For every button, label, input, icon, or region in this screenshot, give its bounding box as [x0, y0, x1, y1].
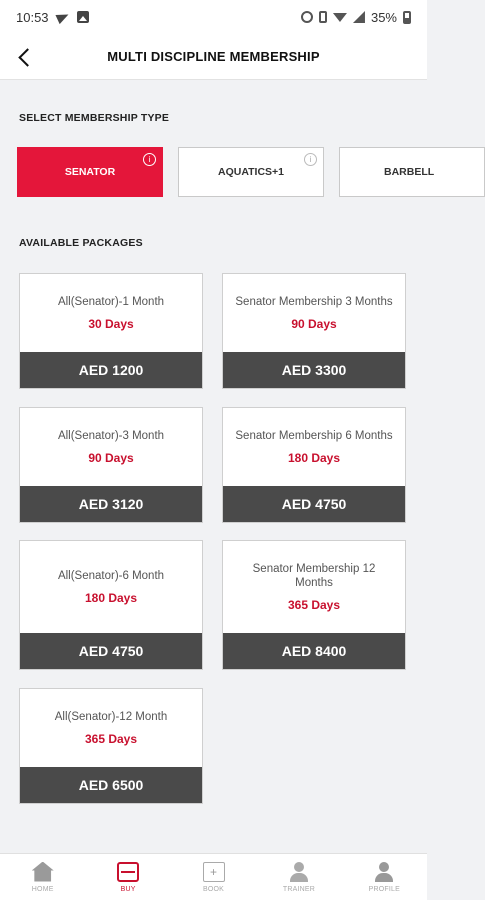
tab-barbell[interactable]	[339, 147, 485, 197]
wifi-icon	[333, 12, 347, 22]
signal-icon	[353, 11, 365, 23]
package-card[interactable]	[222, 407, 406, 523]
profile-icon	[373, 862, 395, 882]
package-duration: 365 Days	[84, 732, 138, 746]
package-card[interactable]	[222, 273, 406, 389]
package-card[interactable]	[19, 540, 203, 670]
package-name: All(Senator)-12 Month	[54, 711, 168, 723]
package-price: AED 4750	[20, 633, 202, 669]
package-duration: 30 Days	[88, 317, 134, 331]
calendar-icon	[203, 862, 225, 882]
package-duration: 90 Days	[291, 317, 337, 331]
trainer-icon	[288, 862, 310, 882]
membership-type-label: SELECT MEMBERSHIP TYPE	[19, 112, 170, 124]
nav-label: BUY	[120, 885, 136, 893]
battery-percent: 35%	[370, 9, 397, 25]
package-duration: 180 Days	[287, 451, 341, 465]
package-price: AED 8400	[223, 633, 405, 669]
nav-label: BOOK	[203, 885, 225, 893]
package-price: AED 1200	[20, 352, 202, 388]
nav-trainer[interactable]	[256, 854, 341, 900]
nav-label: PROFILE	[368, 885, 400, 893]
page-title: MULTI DISCIPLINE MEMBERSHIP	[107, 49, 320, 64]
status-time: 10:53	[16, 9, 49, 25]
app-header	[0, 34, 427, 80]
package-card[interactable]	[19, 407, 203, 523]
alarm-icon	[301, 11, 313, 23]
package-name: Senator Membership 3 Months	[235, 296, 393, 308]
package-name: All(Senator)-6 Month	[57, 570, 165, 582]
package-card[interactable]	[222, 540, 406, 670]
package-card[interactable]	[19, 688, 203, 804]
nav-book[interactable]	[171, 854, 256, 900]
package-duration: 365 Days	[287, 598, 341, 612]
package-duration: 90 Days	[88, 451, 134, 465]
package-name: Senator Membership 12 Months	[252, 563, 376, 589]
package-price: AED 4750	[223, 486, 405, 522]
available-packages-label: AVAILABLE PACKAGES	[19, 237, 143, 249]
gallery-icon	[77, 11, 89, 23]
package-duration: 180 Days	[84, 591, 138, 605]
nav-label: TRAINER	[282, 885, 315, 893]
tab-label: BARBELL	[384, 166, 435, 178]
info-icon[interactable]: i	[304, 153, 317, 166]
tab-senator[interactable]	[17, 147, 163, 197]
package-price: AED 3120	[20, 486, 202, 522]
home-icon	[32, 862, 54, 882]
tab-label: AQUATICS+1	[217, 166, 285, 178]
status-bar	[0, 0, 427, 34]
membership-type-tabs	[17, 147, 435, 197]
telegram-icon	[55, 10, 70, 24]
cart-icon	[117, 862, 139, 882]
nav-home[interactable]	[0, 854, 85, 900]
tab-label: SENATOR	[64, 166, 116, 178]
bottom-nav	[0, 853, 427, 900]
nav-label: HOME	[31, 885, 54, 893]
package-name: All(Senator)-3 Month	[57, 430, 165, 442]
chevron-left-icon	[18, 48, 36, 66]
info-icon[interactable]: i	[143, 153, 156, 166]
package-price: AED 6500	[20, 767, 202, 803]
vibrate-icon	[319, 11, 327, 23]
package-price: AED 3300	[223, 352, 405, 388]
nav-buy[interactable]	[85, 854, 170, 900]
nav-profile[interactable]	[342, 854, 427, 900]
battery-icon	[403, 11, 411, 24]
package-name: Senator Membership 6 Months	[235, 430, 393, 442]
package-card[interactable]	[19, 273, 203, 389]
package-name: All(Senator)-1 Month	[57, 296, 165, 308]
back-button[interactable]	[10, 42, 40, 72]
tab-aquatics[interactable]	[178, 147, 324, 197]
